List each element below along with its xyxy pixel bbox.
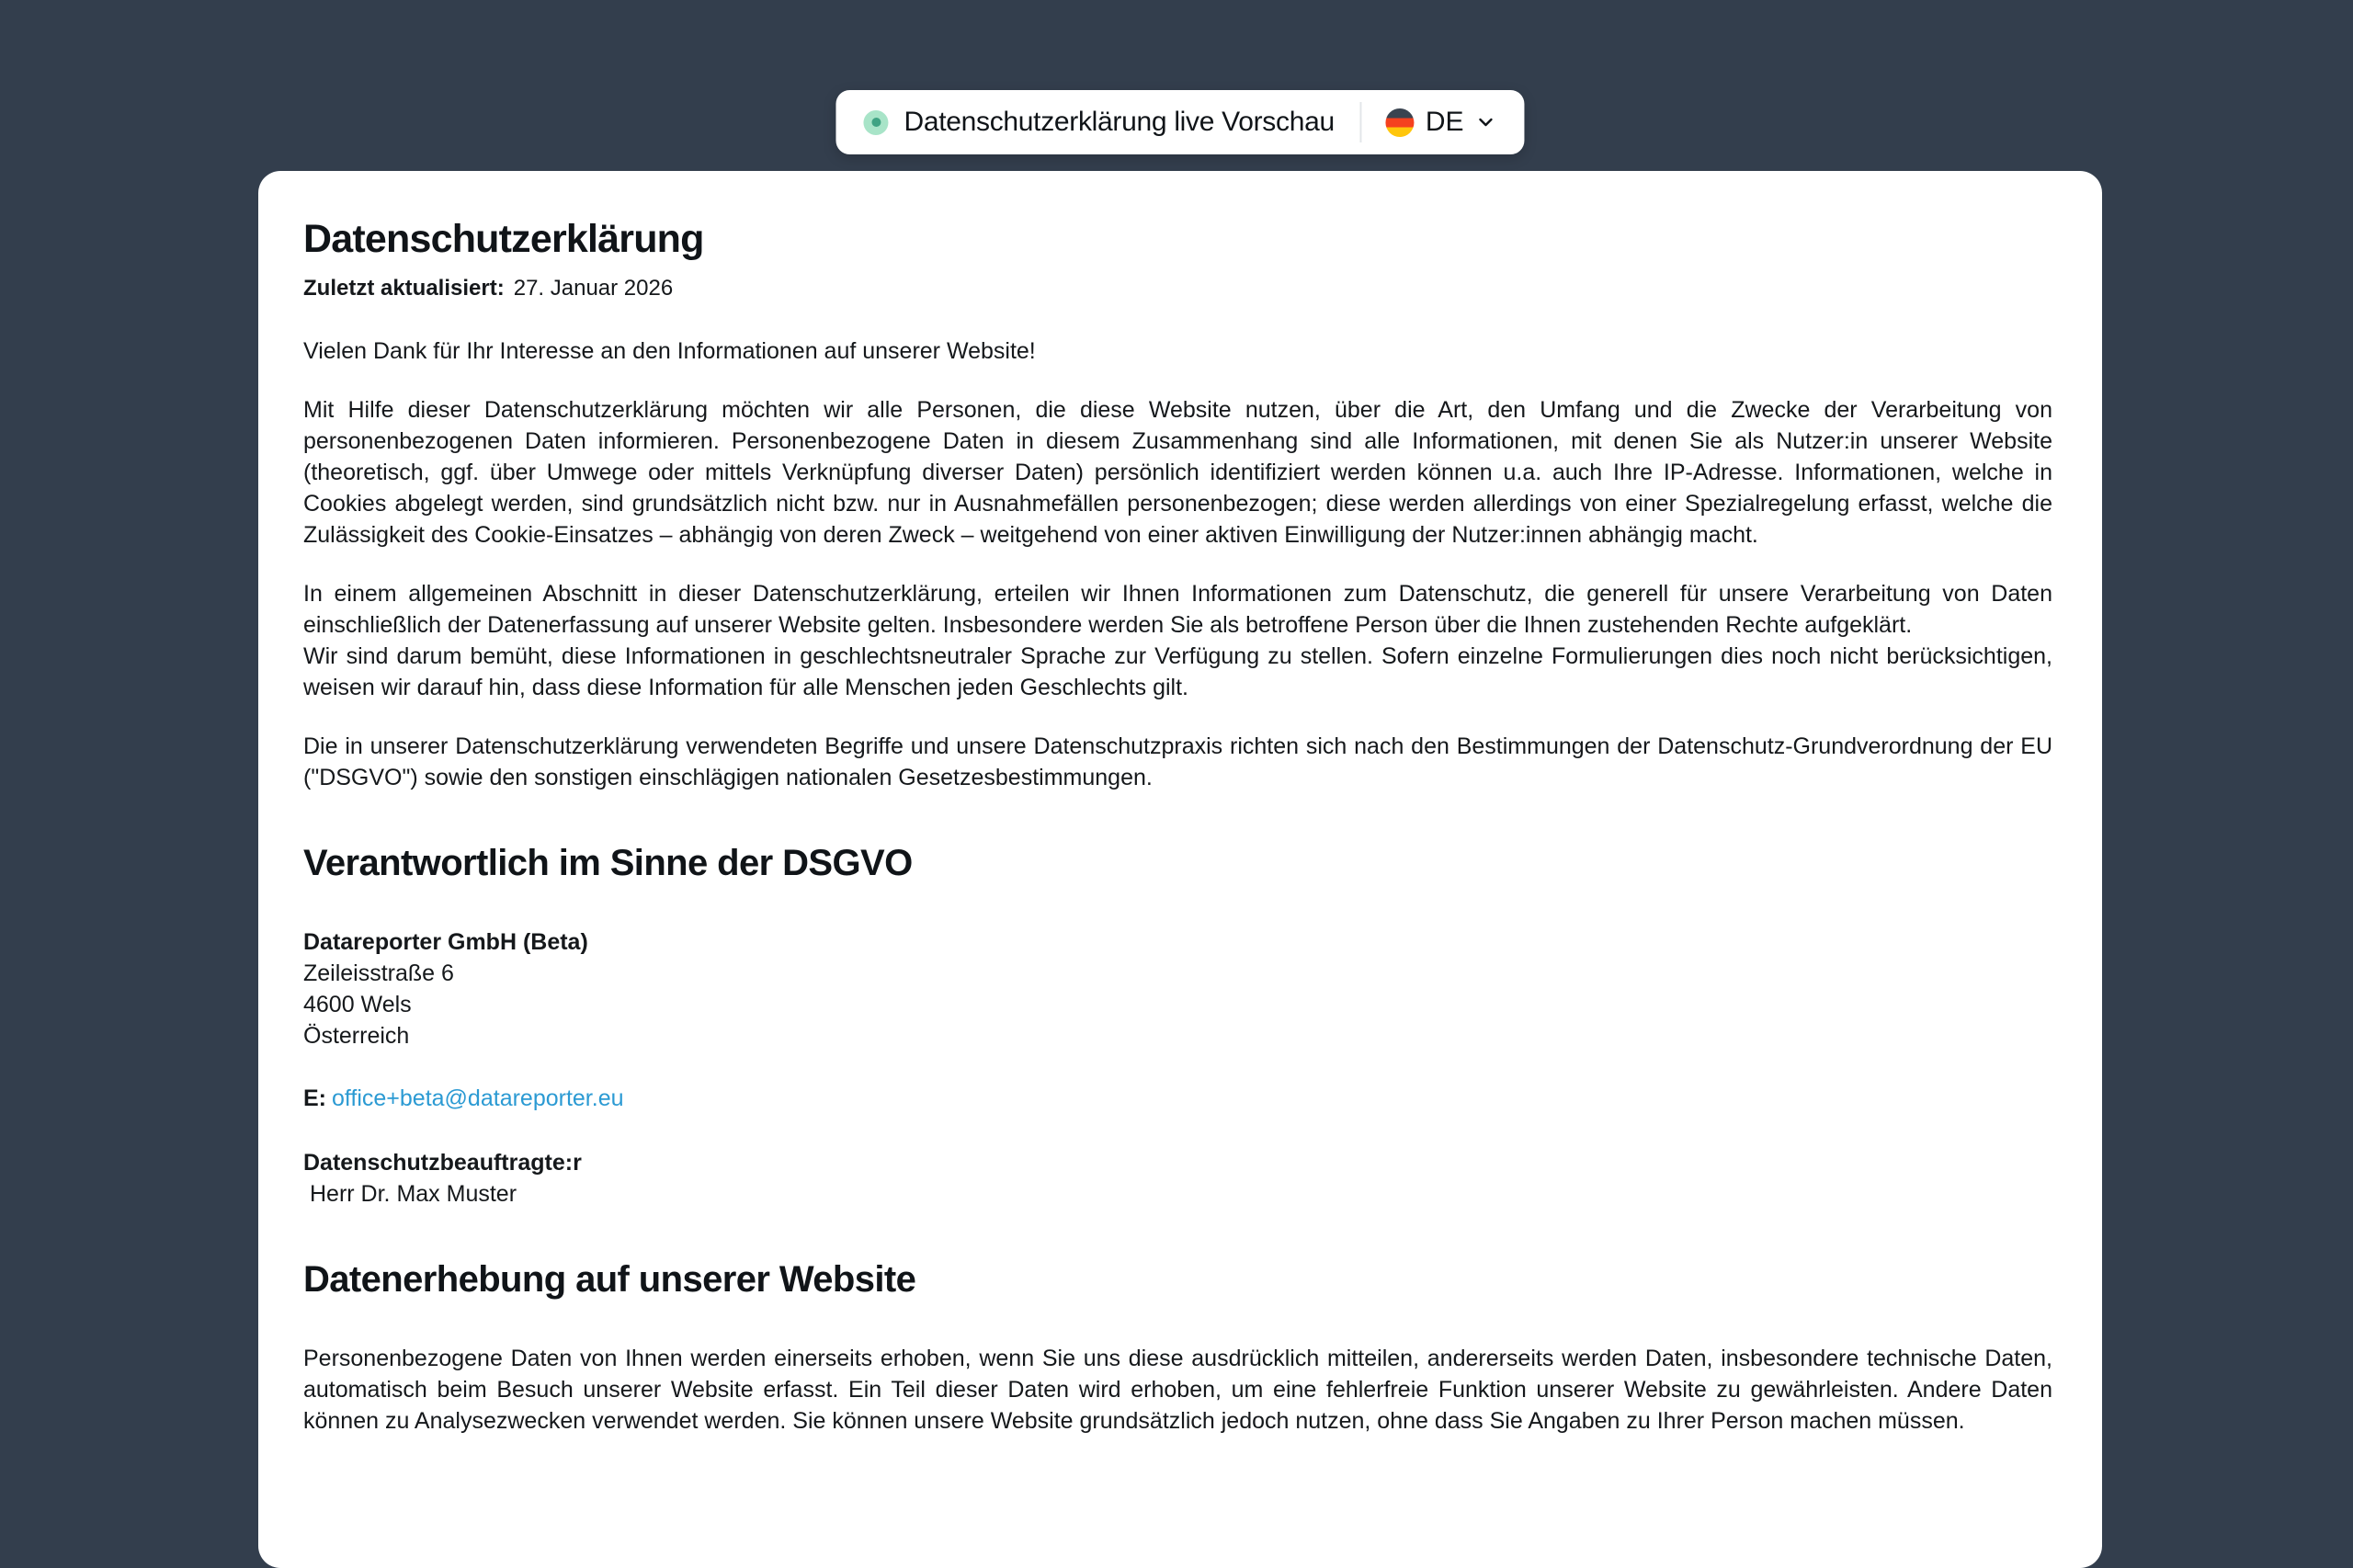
chevron-down-icon (1475, 111, 1497, 133)
dpo-block (303, 1147, 2052, 1210)
divider (1360, 102, 1362, 142)
company-name: Datareporter GmbH (Beta) (303, 929, 588, 955)
paragraph-general-part1: In einem allgemeinen Abschnitt in dieser Datenschutzerklärung, erteilen wir Ihnen Informationen zum Datenschutz, die generell für unsere Verarbeitung von Daten einschließlich der Datenerfassung auf unserer Website gelten. Insbesondere werden Sie als betroffene Person über die Ihnen zustehenden Rechte aufgeklärt. (303, 581, 2052, 638)
preview-title: Datenschutzerklärung live Vorschau (904, 107, 1335, 137)
section-heading-responsible: Verantwortlich im Sinne der DSGVO (303, 843, 913, 883)
paragraph-terms: Die in unserer Datenschutzerklärung verwendeten Begriffe und unsere Datenschutzpraxis richten sich nach den Bestimmungen der Datenschutz-Grundverordnung der EU ("DSGVO") sowie den sonstigen einschlägigen nationalen Gesetzesbestimmungen. (303, 733, 2052, 790)
last-updated-value: 27. Januar 2026 (513, 276, 674, 301)
email-link[interactable]: office+beta@datareporter.eu (332, 1085, 624, 1111)
email-label: E: (303, 1085, 326, 1111)
company-city: 4600 Wels (303, 992, 412, 1017)
last-updated-line (303, 275, 2052, 302)
email-line (303, 1083, 2052, 1114)
company-street: Zeileisstraße 6 (303, 960, 454, 986)
section-heading-collection: Datenerhebung auf unserer Website (303, 1259, 916, 1300)
company-country: Österreich (303, 1023, 410, 1049)
language-selector[interactable] (1386, 107, 1497, 138)
language-code: DE (1425, 107, 1464, 137)
dpo-name: Herr Dr. Max Muster (310, 1181, 517, 1207)
paragraph-general-part2: Wir sind darum bemüht, diese Informationen in geschlechtsneutraler Sprache zur Verfügung zu stellen. Sofern einzelne Formulierungen dies noch nicht berücksichtigen, weisen wir darauf hin, dass diese Information für alle Menschen jeden Geschlechts gilt. (303, 643, 2052, 700)
document-title: Datenschutzerklärung (303, 217, 704, 261)
paragraph-intro: Vielen Dank für Ihr Interesse an den Informationen auf unserer Website! (303, 338, 1036, 364)
live-status-dot-icon (871, 118, 881, 127)
paragraph-general (303, 578, 2052, 703)
dpo-label: Datenschutzbeauftragte:r (303, 1150, 582, 1176)
paragraph-collection: Personenbezogene Daten von Ihnen werden einerseits erhoben, wenn Sie uns diese ausdrücklich mitteilen, andererseits werden Daten, insbesondere technische Daten, automatisch beim Besuch unserer Website erfasst. Ein Teil dieser Daten wird erhoben, um eine fehlerfreie Funktion unserer Website zu gewährleisten. Andere Daten können zu Analysezwecken verwendet werden. Sie können unsere Website grundsätzlich jedoch nutzen, ohne dass Sie Angaben zu Ihrer Person machen müssen. (303, 1346, 2052, 1434)
live-status-icon (863, 110, 888, 135)
privacy-policy-card (258, 171, 2102, 1568)
german-flag-icon (1386, 108, 1415, 137)
last-updated-label: Zuletzt aktualisiert: (303, 276, 505, 301)
paragraph-purpose: Mit Hilfe dieser Datenschutzerklärung möchten wir alle Personen, die diese Website nutzen, über die Art, den Umfang und die Zwecke der Verarbeitung von personenbezogenen Daten informieren. Personenbezogene Daten in diesem Zusammenhang sind alle Informationen, mit denen Sie als Nutzer:in unserer Website (theoretisch, ggf. über Umwege oder mittels Verknüpfung diverser Daten) persönlich identifiziert werden können u.a. auch Ihre IP-Adresse. Informationen, welche in Cookies abgelegt werden, sind grundsätzlich nicht bzw. nur in Ausnahmefällen personenbezogen; diese werden allerdings von einer Spezialregelung erfasst, welche die Zulässigkeit des Cookie-Einsatzes – abhängig von deren Zweck – weitgehend von einer aktiven Einwilligung der Nutzer:innen abhängig macht. (303, 397, 2052, 548)
live-preview-bar (835, 90, 1524, 154)
company-address-block (303, 926, 2052, 1051)
